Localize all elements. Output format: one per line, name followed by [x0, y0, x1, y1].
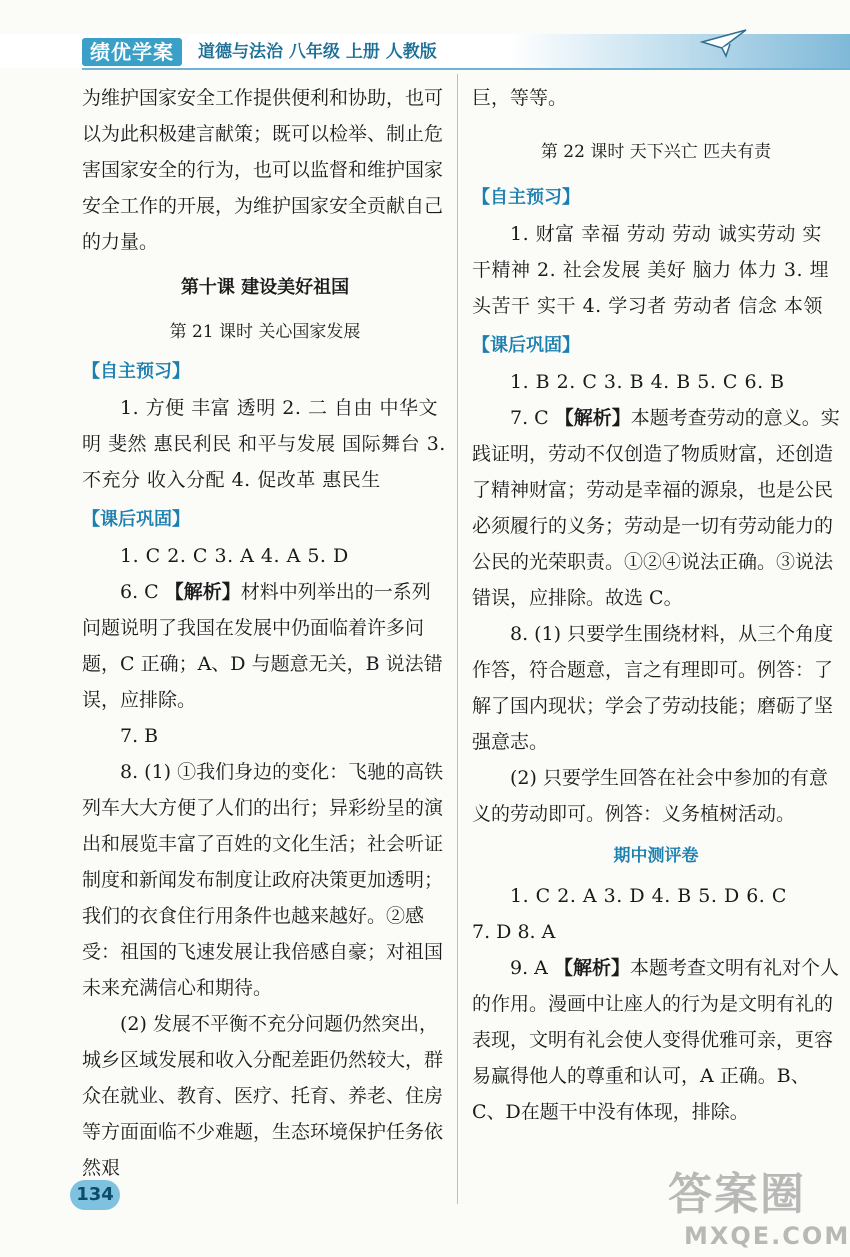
watermark-url: MXQE.COM [684, 1222, 850, 1250]
period-title-22: 第 22 课时 天下兴亡 匹夫有责 [540, 142, 772, 162]
answer-q6-text: 材料中列举出的一系列问题说明了我国在发展中仍面临着许多问题，C 正确；A、D 与题意无关，B 说法错误，应排除。 [82, 581, 443, 711]
watermark-logo [660, 1158, 850, 1257]
analysis-label: 【解析】 [164, 581, 241, 603]
exam-title: 期中测评卷 [613, 846, 699, 866]
answer-q9-number: 9. A [510, 957, 548, 979]
right-column [472, 80, 840, 1130]
answer-q6-number: 6. C [120, 581, 159, 603]
lesson-title: 第十课 建设美好祖国 [180, 277, 350, 298]
analysis-label: 【解析】 [553, 957, 630, 979]
analysis-label: 【解析】 [554, 407, 631, 429]
answer-q8-part1: 8. (1) ①我们身边的变化：飞驰的高铁列车大大方便了人们的出行；异彩纷呈的演出和展览丰富了百姓的文化生活；社会听证制度和新闻发布制度让政府决策更加透明；我们的衣食住行用条件也越来越好。②感受：祖国的飞速发展让我倍感自豪；对祖国未来充满信心和期待。 [82, 761, 444, 999]
answer-q9-text: 本题考查文明有礼对个人的作用。漫画中让座人的行为是文明有礼的表现，文明有礼会使人变得优雅可亲，更容易赢得他人的尊重和认可，A 正确。B、C、D在题干中没有体现，排除。 [472, 957, 839, 1123]
answer-q8-part1: 8. (1) 只要学生围绕材料，从三个角度作答，符合题意，言之有理即可。例答：了解了国内现状；学会了劳动技能；磨砺了坚强意志。 [472, 623, 834, 753]
left-column [82, 80, 448, 1186]
answer-q6 [82, 574, 448, 718]
answer-q7-text: 本题考查劳动的意义。实践证明，劳动不仅创造了物质财富，还创造了精神财富；劳动是幸福的源泉，也是公民必须履行的义务；劳动是一切有劳动能力的公民的光荣职责。①②④说法正确。③说法错误，应排除。故选 C。 [472, 407, 840, 609]
answer-q9 [472, 950, 840, 1130]
paragraph-continuation: 为维护国家安全工作提供便利和协助，也可以为此积极建言献策；既可以检举、制止危害国家安全的行为，也可以监督和维护国家安全工作的开展，为维护国家安全贡献自己的力量。 [82, 87, 444, 253]
preview-answers: 1. 方便 丰富 透明 2. 二 自由 中华文明 斐然 惠民利民 和平与发展 国际舞台 3. 不充分 收入分配 4. 促改革 惠民生 [82, 397, 446, 491]
period-title-21: 第 21 课时 关心国家发展 [169, 322, 361, 342]
mc-answers: 1. B 2. C 3. B 4. B 5. C 6. B [510, 371, 785, 393]
section-tag-review: 【课后巩固】 [472, 335, 580, 356]
book-subject: 道德与法治 八年级 上册 人教版 [198, 42, 437, 62]
answer-q8-part2: (2) 发展不平衡不充分问题仍然突出，城乡区域发展和收入分配差距仍然较大，群众在就业、教育、医疗、托育、养老、住房等方面面临不少难题，生态环境保护任务依然艰 [82, 1013, 444, 1179]
page-number: 134 [70, 1180, 120, 1210]
brand-logo: 绩优学案 [82, 38, 182, 66]
answer-q7-number: 7. C [510, 407, 549, 429]
paper-plane-icon [700, 28, 748, 58]
header-rule [82, 68, 850, 70]
column-divider [457, 74, 458, 1204]
answer-q7 [472, 400, 840, 616]
page-header [0, 0, 850, 74]
exam-mc-answers-1: 1. C 2. A 3. D 4. B 5. D 6. C [510, 885, 787, 907]
paragraph-continuation: 巨，等等。 [472, 87, 568, 109]
watermark-text: 答案圈 [668, 1169, 806, 1220]
section-tag-review: 【课后巩固】 [82, 509, 190, 530]
answer-q8-part2: (2) 只要学生回答在社会中参加的有意义的劳动即可。例答：义务植树活动。 [472, 767, 828, 825]
section-tag-preview: 【自主预习】 [82, 361, 190, 382]
exam-mc-answers-2: 7. D 8. A [472, 921, 556, 943]
section-tag-preview: 【自主预习】 [472, 187, 580, 208]
preview-answers: 1. 财富 幸福 劳动 劳动 诚实劳动 实干精神 2. 社会发展 美好 脑力 体力 3. 埋头苦干 实干 4. 学习者 劳动者 信念 本领 [472, 223, 830, 317]
answer-q7: 7. B [120, 725, 159, 747]
mc-answers: 1. C 2. C 3. A 4. A 5. D [120, 545, 349, 567]
